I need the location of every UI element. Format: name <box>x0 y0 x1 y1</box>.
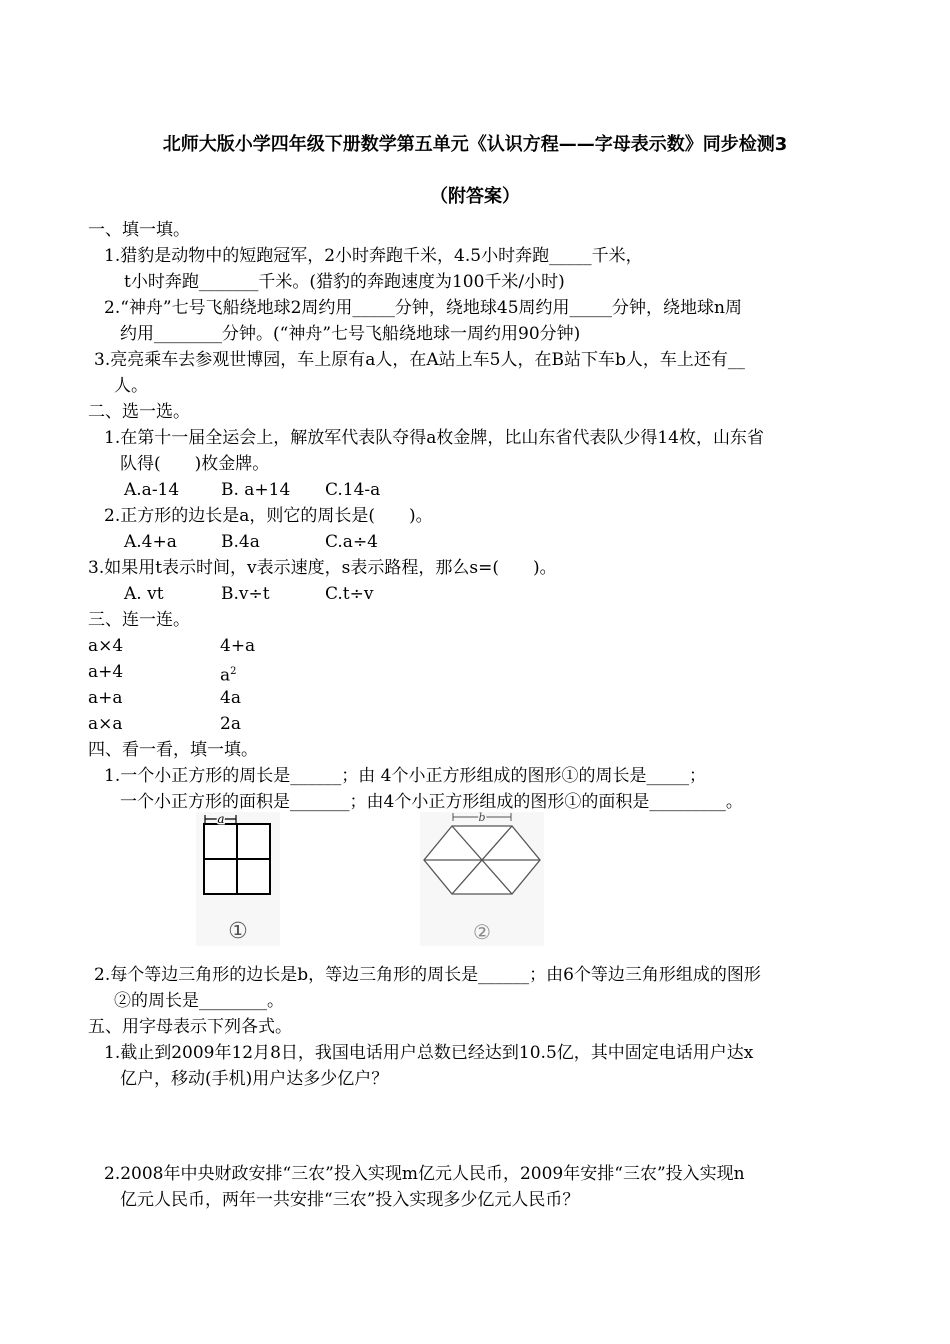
s2-q3: 3.如果用t表示时间，v表示速度，s表示路程，那么s=( )。 <box>88 558 557 578</box>
figure-2-label: b <box>478 812 486 824</box>
s2-q3-option-b: B.v÷t <box>221 584 270 604</box>
section3-heading: 三、连一连。 <box>88 610 190 630</box>
match-right-1: 4+a <box>220 636 256 656</box>
s2-q2: 2.正方形的边长是a，则它的周长是( )。 <box>104 506 433 526</box>
s5-q1-line1: 1.截止到2009年12月8日，我国电话用户总数已经达到10.5亿，其中固定电话用户达x <box>104 1043 754 1063</box>
match-left-1: a×4 <box>88 636 124 656</box>
s1-q2-line2: 约用________分钟。(“神舟”七号飞船绕地球一周约用90分钟) <box>120 324 581 344</box>
s2-q3-option-c: C.t÷v <box>325 584 374 604</box>
s4-q2-line1: 2.每个等边三角形的边长是b，等边三角形的周长是______；由6个等边三角形组成的图形 <box>94 965 761 985</box>
s4-q1-line1: 1.一个小正方形的周长是______；由 4个小正方形组成的图形①的周长是_____； <box>104 766 706 786</box>
s2-q1-option-b: B. a+14 <box>221 480 291 500</box>
match-right-2-exponent: 2 <box>230 666 237 677</box>
s2-q1-line2: 队得( )枚金牌。 <box>120 454 270 474</box>
s2-q2-option-c: C.a÷4 <box>325 532 379 552</box>
s2-q2-option-b: B.4a <box>221 532 260 552</box>
s1-q1-line1: 1.猎豹是动物中的短跑冠军，2小时奔跑千米，4.5小时奔跑_____千米， <box>104 246 643 266</box>
match-left-4: a×a <box>88 714 123 734</box>
match-right-4: 2a <box>220 714 241 734</box>
match-left-2: a+4 <box>88 662 124 682</box>
figure-2-caption: ② <box>473 920 491 944</box>
figure-1-caption: ① <box>228 919 248 944</box>
figure-1-label: a <box>217 812 225 826</box>
section2-heading: 二、选一选。 <box>88 402 190 422</box>
s1-q3-line2: 人。 <box>114 376 148 396</box>
section4-heading: 四、看一看，填一填。 <box>88 740 258 760</box>
figure-2-hexagon <box>420 812 544 946</box>
s4-q1-line2: 一个小正方形的面积是_______；由4个小正方形组成的图形①的面积是_________。 <box>120 792 743 812</box>
section1-heading: 一、填一填。 <box>88 220 190 240</box>
s1-q3-line1: 3.亮亮乘车去参观世博园，车上原有a人，在A站上车5人，在B站下车b人，车上还有__ <box>94 350 745 370</box>
s5-q2-line2: 亿元人民币，两年一共安排“三农”投入实现多少亿元人民币？ <box>120 1190 580 1210</box>
s2-q1-line1: 1.在第十一届全运会上，解放军代表队夺得a枚金牌，比山东省代表队少得14枚，山东省 <box>104 428 764 448</box>
match-right-3: 4a <box>220 688 241 708</box>
document-title: 北师大版小学四年级下册数学第五单元《认识方程——字母表示数》同步检测3 <box>162 134 788 155</box>
s5-q1-line2: 亿户，移动(手机)用户达多少亿户？ <box>120 1069 389 1089</box>
s2-q3-option-a: A. vt <box>124 584 164 604</box>
match-right-2 <box>220 661 237 687</box>
s4-q2-line2: ②的周长是________。 <box>114 991 284 1011</box>
s2-q1-option-a: A.a-14 <box>124 480 180 500</box>
s5-q2-line1: 2.2008年中央财政安排“三农”投入实现m亿元人民币，2009年安排“三农”投入实现n <box>104 1164 745 1184</box>
document-subtitle: （附答案） <box>430 186 520 207</box>
s1-q1-line2: t小时奔跑_______千米。(猎豹的奔跑速度为100千米/小时) <box>124 272 565 292</box>
s2-q2-option-a: A.4+a <box>124 532 177 552</box>
s2-q1-option-c: C.14-a <box>325 480 381 500</box>
match-right-2-base: a <box>220 665 231 686</box>
figure-1-squares <box>196 812 280 946</box>
section5-heading: 五、用字母表示下列各式。 <box>88 1017 292 1037</box>
s1-q2-line1: 2.“神舟”七号飞船绕地球2周约用_____分钟，绕地球45周约用_____分钟，绕地球n周 <box>104 298 742 318</box>
match-left-3: a+a <box>88 688 123 708</box>
